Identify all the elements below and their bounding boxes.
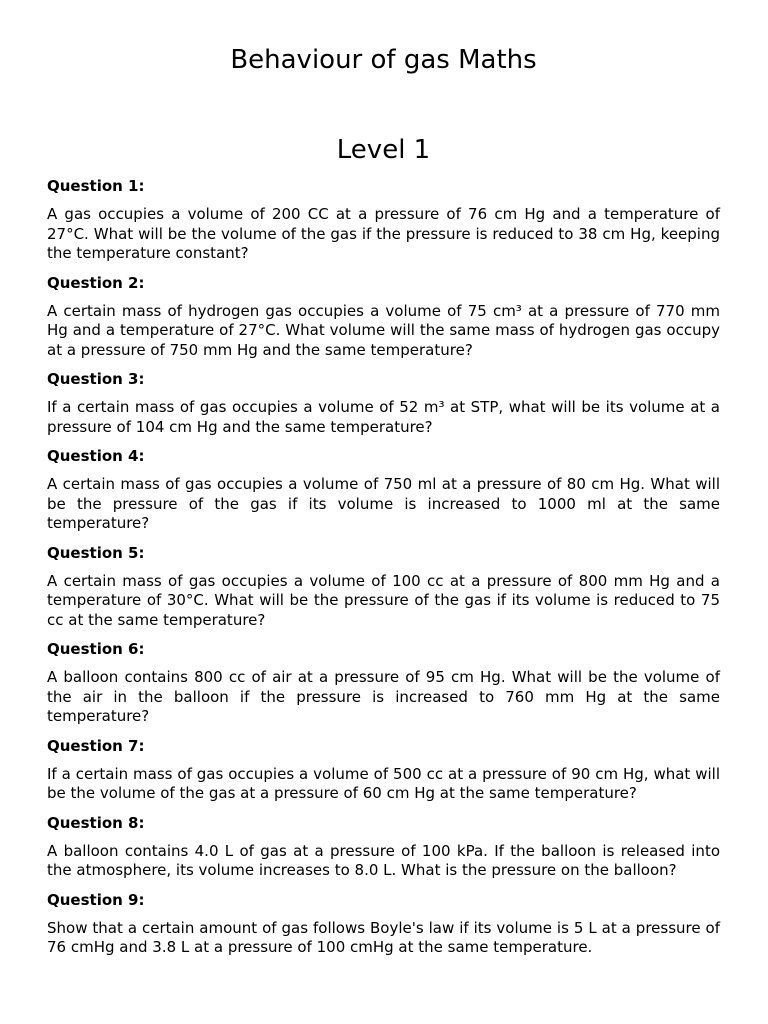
question-item <box>47 813 720 881</box>
question-text: A certain mass of gas occupies a volume of 750 ml at a pressure of 80 cm Hg. What will be the pressure of the gas if its volume is increased to 1000 ml at the same temperature? <box>47 475 720 532</box>
question-list <box>47 176 720 967</box>
question-label: Question 5: <box>47 543 145 562</box>
question-text: Show that a certain amount of gas follows Boyle's law if its volume is 5 L at a pressure of 76 cmHg and 3.8 L at a pressure of 100 cmHg at the same temperature. <box>47 918 720 956</box>
question-item <box>47 639 720 727</box>
question-label: Question 1: <box>47 177 145 195</box>
question-item <box>47 736 720 804</box>
question-label: Question 9: <box>47 890 145 909</box>
question-label: Question 4: <box>47 447 145 465</box>
question-text: A balloon contains 4.0 L of gas at a pressure of 100 kPa. If the balloon is released into the atmosphere, its volume increases to 8.0 L. What is the pressure on the balloon? <box>47 841 720 879</box>
question-item <box>47 446 720 534</box>
question-label: Question 7: <box>47 736 145 755</box>
question-text: A balloon contains 800 cc of air at a pressure of 95 cm Hg. What will be the volume of the air in the balloon if the pressure is increased to 760 mm Hg at the same temperature? <box>47 668 720 725</box>
question-item <box>47 273 720 361</box>
question-item <box>47 369 720 437</box>
question-text: If a certain mass of gas occupies a volume of 52 m³ at STP, what will be its volume at a pressure of 104 cm Hg and the same temperature? <box>47 398 720 436</box>
question-item <box>47 176 720 264</box>
question-label: Question 2: <box>47 273 145 292</box>
question-item <box>47 543 720 631</box>
question-text: If a certain mass of gas occupies a volume of 500 cc at a pressure of 90 cm Hg, what will be the volume of the gas at a pressure of 60 cm Hg at the same temperature? <box>47 764 720 802</box>
question-label: Question 3: <box>47 370 145 388</box>
question-item <box>47 890 720 958</box>
question-text: A gas occupies a volume of 200 CC at a pressure of 76 cm Hg and a temperature of 27°C. What will be the volume of the gas if the pressure is reduced to 38 cm Hg, keeping the temperature constant? <box>47 205 720 262</box>
question-text: A certain mass of hydrogen gas occupies a volume of 75 cm³ at a pressure of 770 mm Hg and a temperature of 27°C. What volume will the same mass of hydrogen gas occupy at a pressure of 750 mm Hg and the same temperature? <box>47 301 720 359</box>
document-title: Behaviour of gas Maths <box>230 45 537 75</box>
question-text: A certain mass of gas occupies a volume of 100 cc at a pressure of 800 mm Hg and a temperature of 30°C. What will be the pressure of the gas if its volume is reduced to 75 cc at the same temperature? <box>47 571 720 629</box>
question-label: Question 8: <box>47 813 145 832</box>
level-heading: Level 1 <box>336 135 431 165</box>
question-label: Question 6: <box>47 640 145 658</box>
